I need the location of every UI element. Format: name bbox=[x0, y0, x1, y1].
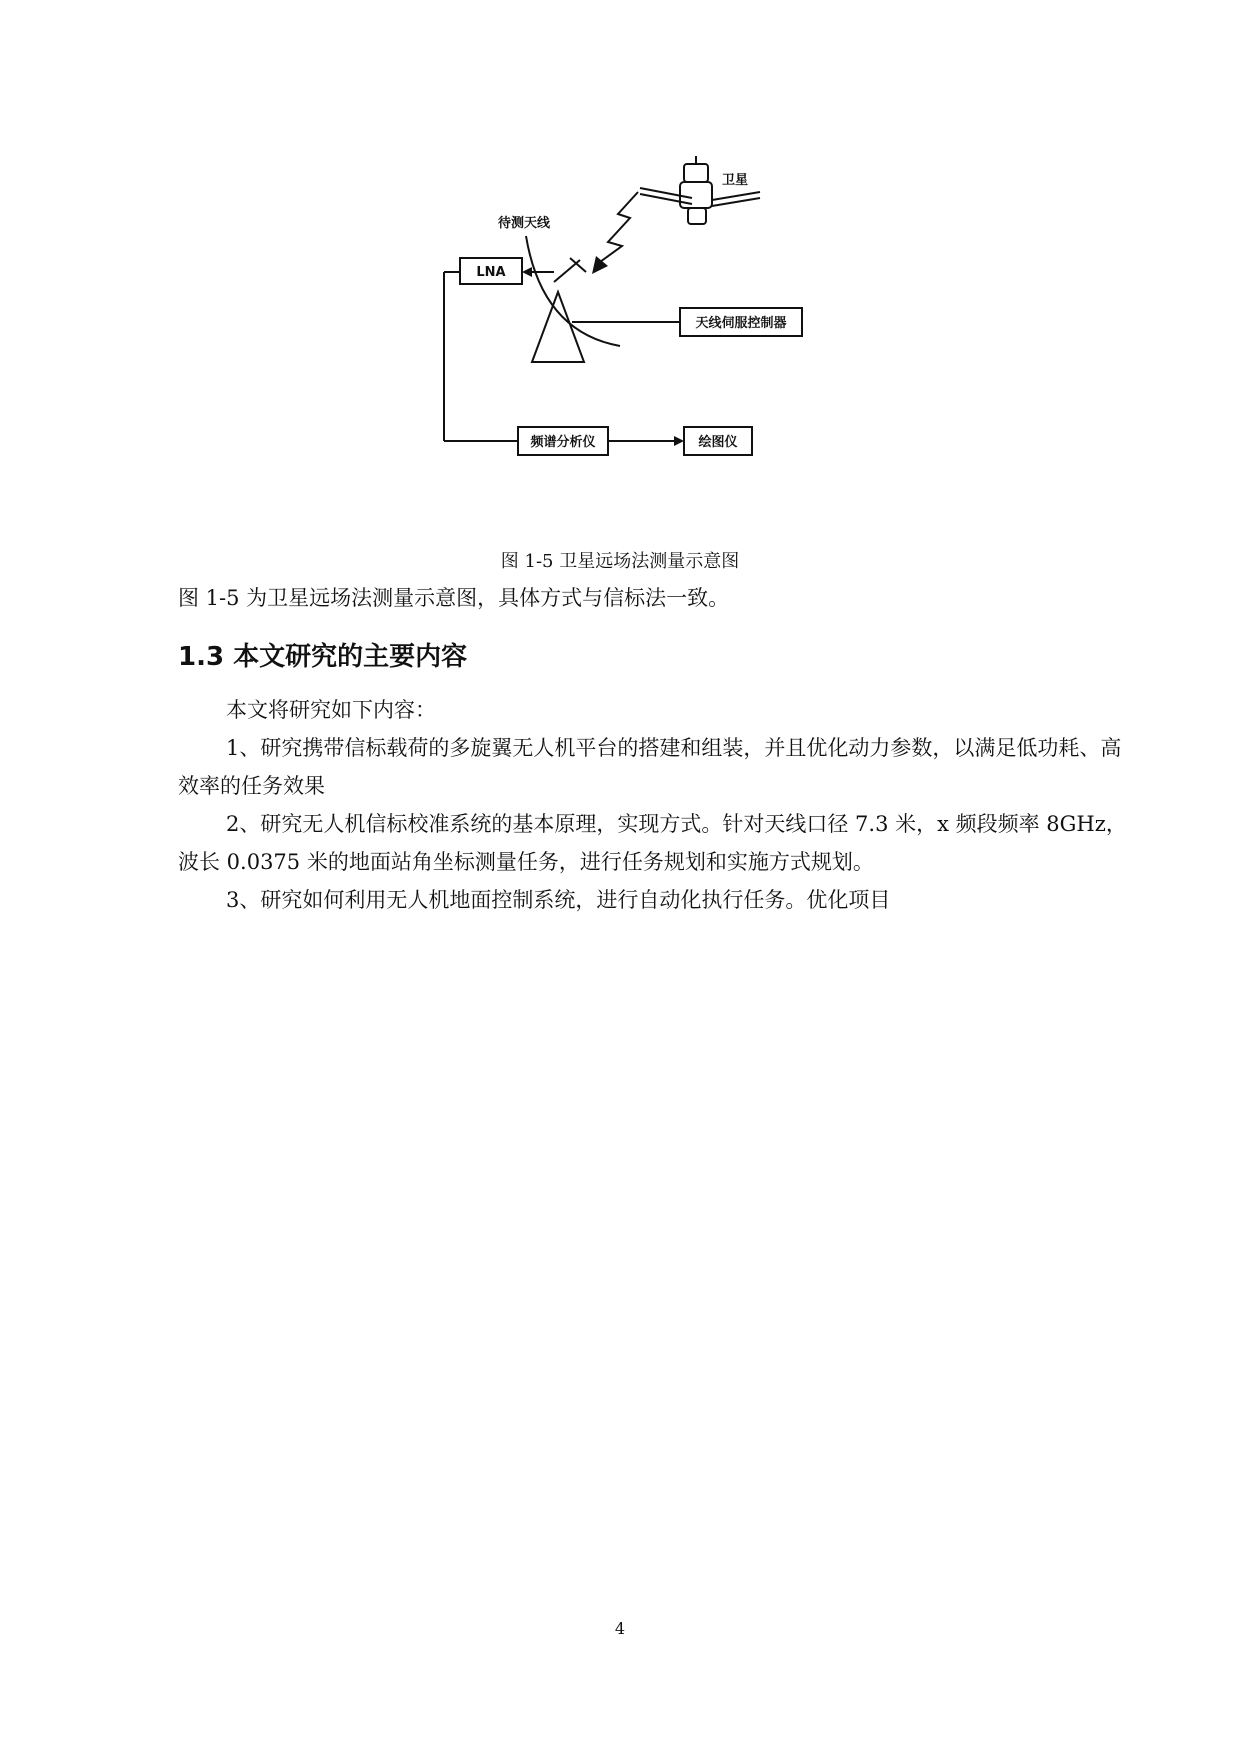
signal-zigzag bbox=[600, 192, 638, 262]
lead-paragraph: 本文将研究如下内容： bbox=[226, 698, 436, 722]
satellite-label: 卫星 bbox=[722, 173, 749, 188]
lna-arrowhead bbox=[522, 267, 532, 277]
content-item-3: 3、研究如何利用无人机地面控制系统，进行自动化执行任务。优化项目 bbox=[226, 888, 891, 912]
antenna-under-test-label: 待测天线 bbox=[498, 216, 551, 231]
spectrum-analyzer-label: 频谱分析仪 bbox=[530, 435, 596, 450]
lna-label: LNA bbox=[476, 265, 506, 280]
satellite-far-field-diagram bbox=[440, 150, 860, 520]
feed-cap bbox=[570, 258, 586, 272]
plotter-arrowhead bbox=[674, 436, 684, 446]
satellite-icon bbox=[640, 156, 760, 224]
figure-caption: 图 1-5 卫星远场法测量示意图 bbox=[500, 551, 740, 572]
section-heading: 1.3 本文研究的主要内容 bbox=[178, 642, 468, 672]
intro-paragraph: 图 1-5 为卫星远场法测量示意图，具体方式与信标法一致。 bbox=[178, 586, 730, 610]
content-item-2: 2、研究无人机信标校准系统的基本原理，实现方式。针对天线口径 7.3 米，x 频段频率 8GHz，波长 0.0375 米的地面站角坐标测量任务，进行任务规划和实施方式规划。 bbox=[178, 812, 1127, 874]
plotter-label: 绘图仪 bbox=[698, 435, 738, 450]
page-number: 4 bbox=[614, 1619, 626, 1638]
content-item-1: 1、研究携带信标载荷的多旋翼无人机平台的搭建和组装，并且优化动力参数，以满足低功耗、高效率的任务效果 bbox=[178, 736, 1122, 798]
antenna-pedestal bbox=[532, 292, 584, 362]
antenna-dish-curve bbox=[526, 236, 620, 346]
servo-controller-label: 天线伺服控制器 bbox=[695, 316, 787, 331]
